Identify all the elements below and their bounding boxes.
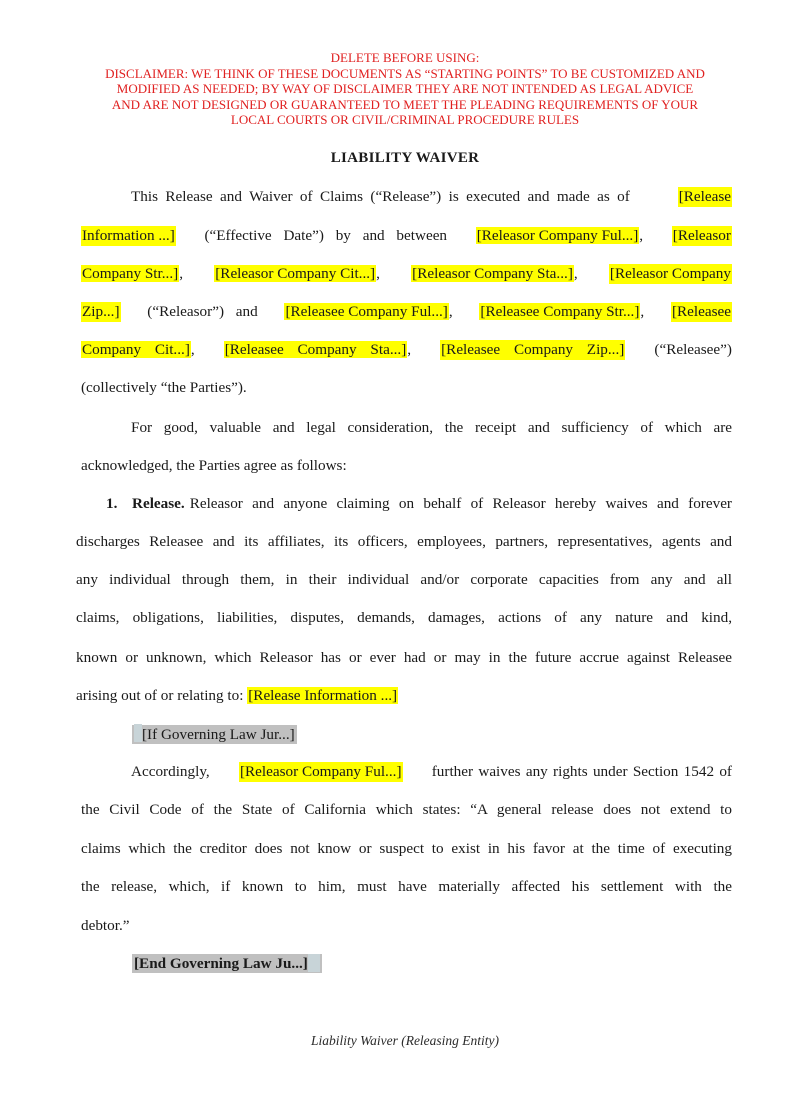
section-1-line-3: any individual through them, in their individual and/or corporate capacities from any and all [76, 571, 732, 588]
field-marker-icon [308, 954, 320, 972]
releasee-label: (“Releasee”) [654, 341, 732, 358]
field-releasee-company-state[interactable]: [Releasee Company Sta...] [224, 341, 407, 358]
section-1-line-6 [76, 686, 398, 706]
field-marker-icon [134, 724, 142, 742]
field-releasee-company-city[interactable]: Company Cit...] [82, 341, 190, 358]
accordingly-line-4: the release, which, if known to him, must have materially affected his settlement with the [81, 878, 732, 895]
field-releasor-company-full[interactable]: [Releasor Company Ful...] [476, 227, 639, 244]
consideration-line-1: For good, valuable and legal consideration, the receipt and sufficiency of which are [131, 419, 732, 436]
conditional-field-end[interactable]: [End Governing Law Ju...] [132, 954, 322, 973]
field-releasee-company-full[interactable]: [Releasee Company Ful...] [285, 303, 448, 320]
consideration-line-2: acknowledged, the Parties agree as follows: [81, 457, 347, 474]
disclaimer-line: AND ARE NOT DESIGNED OR GUARANTEED TO MEET THE PLEADING REQUIREMENTS OF YOUR [111, 96, 699, 112]
disclaimer-line: LOCAL COURTS OR CIVIL/CRIMINAL PROCEDURE RULES [230, 112, 580, 127]
effective-date-text: (“Effective Date”) by and between [204, 227, 448, 244]
disclaimer-line: DELETE BEFORE USING: [330, 50, 480, 65]
field-releasee-company-city[interactable]: [Releasee [671, 303, 731, 320]
section-1-line-2: discharges Releasee and its affiliates, its officers, employees, partners, representatives, agents and [76, 533, 732, 550]
accordingly-line-1 [131, 762, 732, 782]
field-releasor-company-full[interactable]: [Releasor Company Ful...] [239, 763, 402, 780]
accordingly-prefix: Accordingly, [131, 763, 210, 780]
accordingly-line-2: the Civil Code of the State of California which states: “A general release does not extend to [81, 801, 732, 818]
document-title: LIABILITY WAIVER [330, 150, 480, 166]
accordingly-line-3: claims which the creditor does not know or suspect to exist in his favor at the time of executing [81, 840, 732, 857]
conditional-governing-law-end[interactable] [132, 954, 322, 974]
section-1-line-4: claims, obligations, liabilities, disputes, demands, damages, actions of any nature and kind, [76, 609, 732, 626]
section-text: arising out of or relating to: [76, 687, 244, 704]
conditional-governing-law-start[interactable] [132, 724, 297, 745]
field-release-information[interactable]: [Release [678, 188, 731, 205]
page-footer: Liability Waiver (Releasing Entity) [310, 1033, 500, 1048]
disclaimer-line: MODIFIED AS NEEDED; BY WAY OF DISCLAIMER THEY ARE NOT INTENDED AS LEGAL ADVICE [116, 81, 694, 96]
releasor-label: (“Releasor”) and [147, 303, 258, 320]
field-releasor-company-zip[interactable]: Zip...] [82, 303, 120, 320]
intro-text: This Release and Waiver of Claims (“Release”) is executed and made as of [131, 188, 630, 205]
field-releasor-company-state[interactable]: [Releasor Company Sta...] [412, 265, 573, 282]
intro-line-1 [131, 187, 732, 207]
disclaimer-block [70, 50, 740, 128]
field-release-information[interactable]: [Release Information ...] [248, 687, 398, 704]
field-releasee-company-zip[interactable]: [Releasee Company Zip...] [441, 341, 625, 358]
field-release-information[interactable]: Information ...] [82, 227, 175, 244]
accordingly-text: further waives any rights under Section 1542 of [431, 763, 732, 780]
field-releasor-company-street[interactable]: [Releasor [672, 227, 731, 244]
field-releasee-company-street[interactable]: [Releasee Company Str...] [480, 303, 640, 320]
section-text: Releasor and anyone claiming on behalf of Releasor hereby waives and forever [189, 495, 732, 512]
section-heading: Release. [132, 495, 185, 512]
section-1-line-1 [106, 494, 732, 514]
intro-line-5: Company Cit...], [Releasee Company Sta...], [Releasee Company Zip...] (“Releasee”) [82, 341, 732, 358]
field-releasor-company-zip[interactable]: [Releasor Company [609, 265, 731, 282]
field-releasor-company-street[interactable]: Company Str...] [82, 265, 179, 282]
section-1-line-5: known or unknown, which Releasor has or ever had or may in the future accrue against Releasee [76, 649, 732, 666]
section-number: 1. [106, 495, 118, 512]
field-releasor-company-city[interactable]: [Releasor Company Cit...] [215, 265, 376, 282]
intro-line-3: Company Str...], [Releasor Company Cit...], [Releasor Company Sta...], [Releasor Company [82, 265, 731, 282]
intro-line-4: Zip...] (“Releasor”) and [Releasee Company Ful...], [Releasee Company Str...], [Releasee [82, 303, 731, 320]
collectively-text: (collectively “the Parties”). [81, 379, 247, 396]
conditional-field-start[interactable]: [If Governing Law Jur...] [132, 725, 297, 744]
accordingly-line-5: debtor.” [81, 917, 130, 934]
intro-line-2: Information ...] (“Effective Date”) by and between [Releasor Company Ful...], [Releasor [82, 227, 731, 244]
disclaimer-line: DISCLAIMER: WE THINK OF THESE DOCUMENTS AS “STARTING POINTS” TO BE CUSTOMIZED AND [105, 65, 705, 81]
